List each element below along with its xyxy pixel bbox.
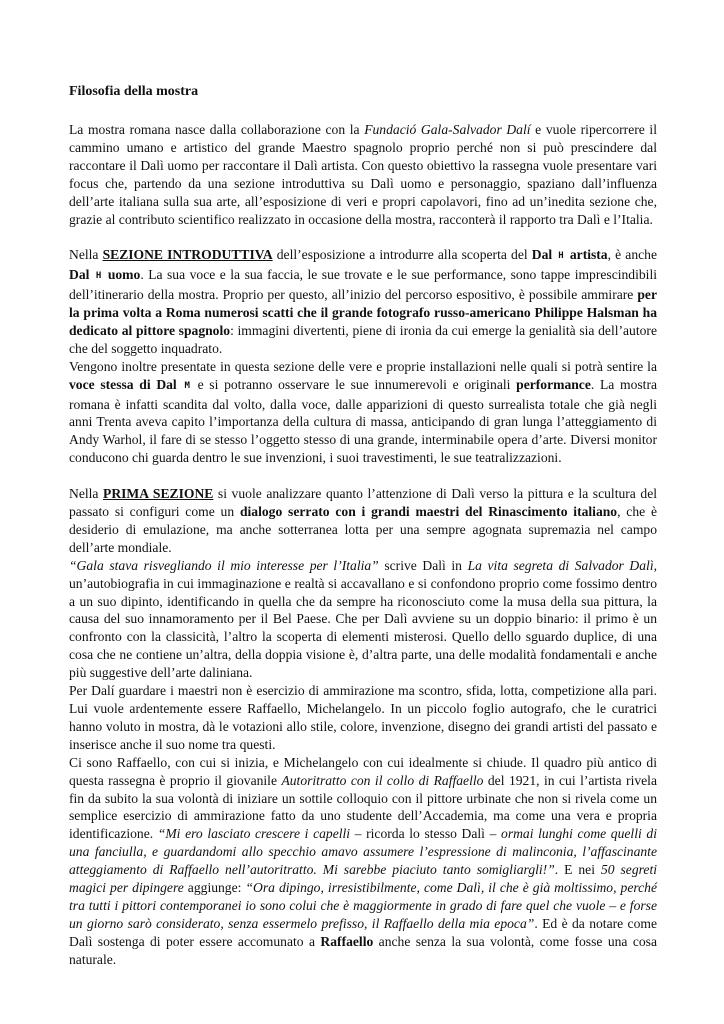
text-run: “Mi ero lasciato crescere i capelli <box>157 826 351 842</box>
text-run: Per Dalí guardare i maestri non è esercizio di ammirazione ma scontro, sfida, lotta, competizione alla pari. Lui vuole ardentemente essere Raffaello, Michelangelo. In un piccolo foglio autografo, che le curatrici hanno voluto in mostra, dà le votazioni allo stile, colore, invenzione, disegno dei grandi artisti del passato e inserisce anche il suo nome tra questi. <box>69 683 657 752</box>
text-run: Fundació Gala-Salvador Dalí <box>364 122 531 137</box>
text-run: Raffaello <box>320 933 374 949</box>
text-run: La vita segreta di Salvador Dalì, <box>467 557 658 573</box>
page-title: Filosofia della mostra <box>69 84 199 99</box>
text-run: . La sua voce e la sua faccia, le sue trovate e le sue performance, sono tappe imprescindibili dell’itinerario della mostra. Proprio per questo, all’inizio del percorso espositivo, è possibile ammirare <box>69 267 657 303</box>
text-run: artista <box>569 247 608 263</box>
section-title: PRIMA SEZIONE <box>103 486 214 502</box>
text-run: un’autobiografia in cui immaginazione e realtà si accavallano e si confondono proprio come fossimo dentro a un suo dipinto, identificando in quella che da sempre ha riconosciuto come la musa della sua pittura, la causa del suo innamoramento per il Bel Paese. Che per Dalì avviene su un doppio binario: il primo è un confronto con la classicità, l’altro la scoperta di elementi misterosi. Quello dello sguardo duplice, di una cosa che ne contiene un’altra, della doppia visione è, d’altra parte, una delle modalità fondamentali e anche più suggestive dell’arte daliniana. <box>69 575 657 681</box>
text-run: per la prima volta a Roma numerosi scatti che il grande fotografo russo-americano Philippe Halsman ha dedicato al pittore spagnolo <box>69 287 657 338</box>
text-run: Nella <box>69 486 104 502</box>
text-run: Ci sono Raffaello, con cui si inizia, e Michelangelo con cui idealmente si chiude. Il quadro più antico di questa rassegna è proprio il giovanile <box>69 754 657 788</box>
glyph-mark: H <box>552 251 570 262</box>
paragraph-gala-quote <box>69 557 657 682</box>
text-run: . La mostra romana è infatti scandita dal volto, dalla voce, dalle apparizioni di questo surrealista totale che già negli anni Trenta aveva capito l’importanza della cultura di massa, anticipando di gran lunga l’atteggiamento di Andy Warhol, il fare di se stesso l’oggetto stesso di una grande, interminabile opera d’arte. Diversi monitor conducono chi guarda dentro le sue invenzioni, i suoi travestimenti, le sue teatralizzazioni. <box>69 376 658 466</box>
text-run: e vuole ripercorrere il cammino umano e artistico del grande Maestro spagnolo proprio perché non si può prescindere dal raccontare il Dalì uomo per raccontare il Dalì artista. Con questo obiettivo la rassegna vuole presentare vari focus che, partendo da una sezione introduttiva su Dalì uomo e personaggio, spaziano dall’influenza dell’arte italiana sulla sua arte, all’esposizione di veri e propri capolavori, fino ad un’inedita sezione che, grazie al contributo scientifico realizzato in occasione della mostra, racconterà il rapporto tra Dalì e l’Italia. <box>69 122 657 227</box>
paragraph-sezione-introduttiva <box>69 246 657 357</box>
glyph-mark: M <box>176 380 198 391</box>
text-run: “Ora dipingo, irresistibilmente, come Dalì, il che è già moltissimo, perché tra tutti i pittori contemporanei io sono colui che è maggiormente in grado di fare quel che vuole – e forse un giorno sarò considerato, senza essermelo prefisso, il Raffaello della mia epoca” <box>69 880 658 931</box>
text-run: dialogo serrato con i grandi maestri del Rinascimento italiano <box>239 504 618 519</box>
text-run: Autoritratto con il collo di Raffaello <box>281 772 484 788</box>
paragraph-raffaello <box>69 754 657 969</box>
document-page <box>69 83 657 969</box>
section-title: SEZIONE INTRODUTTIVA <box>102 247 273 263</box>
text-run: , è anche <box>607 247 657 263</box>
text-run: dell’esposizione a introdurre alla scoperta del <box>272 247 532 263</box>
text-run: – ricorda lo stesso Dalì <box>350 826 490 842</box>
text-run: . E nei <box>554 862 601 878</box>
text-run: 50 segreti magici per dipingere <box>69 862 657 896</box>
text-run: . Ed è da notare come Dalì sostenga di poter essere accomunato a <box>69 915 657 949</box>
paragraph-maestri <box>69 682 657 754</box>
paragraph-intro <box>69 121 657 228</box>
text-run: aggiunge: <box>183 880 246 896</box>
paragraph-installazioni <box>69 358 657 467</box>
text-run: uomo <box>107 267 141 283</box>
text-run: del 1921, in cui l’artista rivela fin da subito la sua volontà di iniziare un sottile colloquio con il pittore urbinate che non si rivela come un semplice esercizio di ammirazione fatto da uno studente dell’Accademia, ma come una vera e propria identificazione. <box>69 772 657 842</box>
text-run: “Gala stava risvegliando il mio interesse per l’Italia” <box>69 557 379 573</box>
paragraph-prima-sezione <box>69 485 657 557</box>
text-run: Vengono inoltre presentate in questa sezione delle vere e proprie installazioni nelle quali si potrà sentire la <box>69 358 657 374</box>
text-run: si vuole analizzare quanto l’attenzione di Dalì verso la pittura e la scultura del passato si configuri come un <box>69 486 658 519</box>
text-run: – ormai lunghi come quelli di una fanciulla, e guardandomi allo specchio amavo assumere l’espressione di malinconia, l’affascinante atteggiamento di Raffaello nell’autoritratto. Mi sarebbe piaciuto tanto somigliargli!” <box>69 826 657 878</box>
text-run: performance <box>516 376 591 392</box>
text-run: scrive Dalì in <box>378 557 468 573</box>
text-run: Dal <box>531 247 553 263</box>
glyph-mark: H <box>89 271 108 282</box>
text-run: , che è desiderio di emulazione, ma anche sotterranea lotta per una sempre agognata supremazia nel campo dell’arte mondiale. <box>69 504 658 555</box>
text-run: : immagini divertenti, piene di ironia da cui emerge la genialità sia dell’autore che del soggetto inquadrato. <box>69 322 657 356</box>
text-run: La mostra romana nasce dalla collaborazione con la <box>69 122 365 137</box>
text-run: e si potranno osservare le sue innumerevoli e originali <box>197 376 517 392</box>
text-run: Nella <box>69 247 103 263</box>
text-run: Dal <box>69 267 90 283</box>
text-run: voce stessa di Dal <box>69 376 177 392</box>
text-run: anche senza la sua volontà, come fosse una cosa naturale. <box>69 933 657 967</box>
